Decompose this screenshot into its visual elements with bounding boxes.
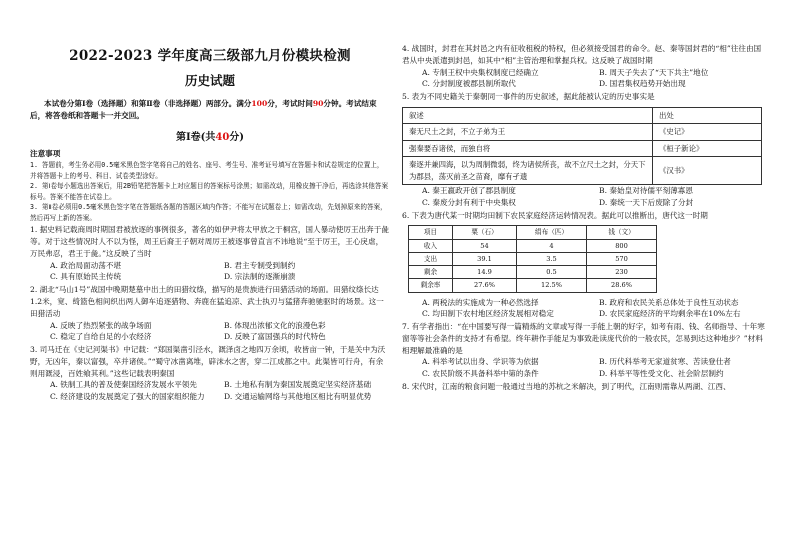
table-cell: 《汉书》 bbox=[653, 157, 762, 185]
left-column bbox=[30, 0, 390, 403]
table-cell: 39.1 bbox=[453, 252, 517, 265]
question-2 bbox=[30, 284, 390, 343]
option-a: A. 政治局面动荡不堪 bbox=[50, 260, 122, 270]
option-a: A. 专制王权中央集权制度已经确立 bbox=[422, 67, 539, 77]
question-options bbox=[30, 379, 390, 403]
table-cell: 收入 bbox=[409, 239, 453, 252]
question-options bbox=[402, 185, 768, 209]
table-cell: 《史记》 bbox=[653, 124, 762, 140]
option-d: D. 反映了富国强兵的时代特色 bbox=[224, 332, 326, 342]
note-item: 3. 第Ⅱ卷必须用0.5毫米黑色签字笔在答题纸各题的答题区域内作答；不能写在试题卷上；如需改动，先划掉原来的答案，然后再写上新的答案。 bbox=[30, 203, 387, 222]
table-cell: 秦无尺土之封，不立子弟为王 bbox=[403, 124, 653, 140]
question-stem: 4. 战国时，封君在其封邑之内有征收租税的特权，但必须接受国君的命令。赵、秦等国封君的“相”往往由国君从中央派遣到封邑，如其中“相”主管治理和掌握兵权。这反映了战国时期 bbox=[402, 44, 762, 65]
table-cell: 剩余 bbox=[409, 266, 453, 279]
option-a: A. 反映了热烈紧张的战争场面 bbox=[50, 320, 152, 330]
table-cell: 0.5 bbox=[517, 266, 587, 279]
table-cell: 230 bbox=[587, 266, 657, 279]
exam-time: 90 bbox=[312, 99, 324, 109]
table-header-cell: 项目 bbox=[409, 226, 453, 239]
option-c: C. 分封制度被郡县制所取代 bbox=[422, 79, 516, 89]
table-row bbox=[409, 279, 657, 292]
table-row bbox=[409, 266, 657, 279]
question-options bbox=[402, 297, 768, 321]
option-b: B. 君主专制受到制约 bbox=[224, 260, 296, 270]
table-cell: 570 bbox=[587, 252, 657, 265]
option-d: D. 农民家庭经济的平均剩余率在10%左右 bbox=[599, 309, 741, 319]
option-b: B. 土地私有制为秦国发展奠定坚实经济基础 bbox=[224, 380, 372, 390]
option-b: B. 历代科举考无家道贫寒、苦读登仕者 bbox=[599, 357, 731, 367]
table-cell: 3.5 bbox=[517, 252, 587, 265]
right-column bbox=[402, 42, 768, 393]
question-7 bbox=[402, 321, 768, 380]
table-row bbox=[409, 252, 657, 265]
option-a: A. 两税法的实施成为一种必然选择 bbox=[422, 297, 539, 307]
full-score: 100 bbox=[251, 99, 268, 109]
option-a: A. 科举考试以出身、学识等为依据 bbox=[422, 357, 539, 367]
table-cell: 800 bbox=[587, 239, 657, 252]
note-item: 2. 第Ⅰ卷每小题选出答案后，用2B铅笔把答题卡上对应题目的答案标号涂黑；如需改动，用橡皮擦干净后，再选涂其他答案标号。答案不能答在试卷上。 bbox=[30, 182, 389, 201]
question-8 bbox=[402, 381, 768, 393]
question-stem: 6. 下表为唐代某一时期均田制下农民家庭经济运转情况表。据此可以推断出，唐代这一时期 bbox=[402, 210, 708, 220]
option-c: C. 农民阶级不具备科举中第的条件 bbox=[422, 369, 539, 379]
table-cell: 14.9 bbox=[453, 266, 517, 279]
option-d: D. 交通运输网络与其他地区相比有明显优势 bbox=[224, 392, 372, 402]
table-cell: 强秦要吞诸侯，而独自将 bbox=[403, 140, 653, 156]
question-options bbox=[30, 260, 390, 284]
question-stem: 3. 司马迁在《史记河渠书》中记载：“郑国渠凿引泾水，溉泽卤之地四万余顷，收皆亩一钟，于是关中为沃野，无凶年，秦以富强，卒并诸侯。”“蜀守冰凿离堆，辟沫水之害，穿二江成都之中。此渠皆可行舟，有余则用溉浸，百姓飨其利。”这些记载表明秦国 bbox=[30, 345, 386, 378]
option-c: C. 经济建设的发展奠定了强大的国家组织能力 bbox=[50, 392, 205, 402]
table-cell: 支出 bbox=[409, 252, 453, 265]
table-cell: 28.6% bbox=[587, 279, 657, 292]
table-cell: 27.6% bbox=[453, 279, 517, 292]
table-cell: 剩余率 bbox=[409, 279, 453, 292]
question-5 bbox=[402, 91, 768, 209]
option-c: C. 稳定了自给自足的小农经济 bbox=[50, 332, 152, 342]
table-header-cell: 出处 bbox=[653, 107, 762, 123]
question-stem: 7. 有学者指出：“在中国要写得一篇精炼的文章或写得一手能上朝的好字，如考有雨、钱、名师指导、十年寒窗等等社会条件的支持才有希望。终年耕作手能足为事致赴读庞代价的一般农民，怎易到达这种地步？”材料相理解最准确的是 bbox=[402, 322, 765, 355]
table-header-cell: 叙述 bbox=[403, 107, 653, 123]
table-cell: 4 bbox=[517, 239, 587, 252]
table-header-cell: 钱（文） bbox=[587, 226, 657, 239]
exam-intro: 本试卷分第Ⅰ卷（选择题）和第Ⅱ卷（非选择题）两部分。满分100分，考试时间90分钟。考试结束后，将答卷纸和答题卡一并交回。 bbox=[30, 99, 377, 121]
table-cell: 12.5% bbox=[517, 279, 587, 292]
question-options bbox=[30, 320, 390, 344]
table-cell: 秦逐并兼四海，以为周制微弱，终为诸侯所丧，故不立尺土之封，分天下为郡县，荡灭前圣之苗裔，靡有孑遗 bbox=[403, 157, 653, 185]
question-stem: 2. 湖北“马山1号”战国中晚期楚墓中出土的田猎纹绦，描写的是贵族进行田猎活动的场面。田猎纹绦长达1.2米，宽、绮篮色相间织出两人御车追逐猎物、奔鹿在猛追凉、武士执刃与猛猪奔驰驰驱时的场景。这一田猎活动 bbox=[30, 285, 384, 318]
section-score: 40 bbox=[215, 131, 230, 143]
question-stem: 1. 据史料记载商周时期国君被放逐的事例很多，著名的如伊尹将太甲放之于桐宫，国人暴动使厉王出奔于彘等。对于这些情况时人不以为怪，周王后裔王子朝对周厉王被逐事曾直言不讳地说“至于厉王，王心戾虐，万民弗忍，君王于彘。”这反映了当时 bbox=[30, 225, 389, 258]
option-b: B. 周天子失去了“天下共主”地位 bbox=[599, 67, 709, 77]
question-options bbox=[402, 67, 768, 91]
option-a: A. 铁制工具的普及使秦国经济发展水平领先 bbox=[50, 380, 197, 390]
option-b: B. 体现出浓郁文化的浪漫色彩 bbox=[224, 320, 326, 330]
option-d: D. 国君集权趋势开始出现 bbox=[599, 79, 686, 89]
option-d: D. 宗法制的逐渐崩溃 bbox=[224, 272, 296, 282]
question-stem: 5. 表为不同史籍关于秦朝同一事件的历史叙述，据此能被认定的历史事实是 bbox=[402, 92, 655, 102]
question-1 bbox=[30, 224, 390, 283]
source-table bbox=[402, 107, 762, 185]
exam-title: 2022-2023 学年度高三级部九月份模块检测 bbox=[69, 48, 351, 64]
table-row bbox=[403, 157, 762, 185]
option-d: D. 秦统一天下后废除了分封 bbox=[599, 197, 694, 207]
option-c: C. 均田制下农村地区经济发展相对稳定 bbox=[422, 309, 554, 319]
table-header-row bbox=[409, 226, 657, 239]
table-header-cell: 粟（石） bbox=[453, 226, 517, 239]
table-row bbox=[403, 124, 762, 140]
exam-subject: 历史试题 bbox=[184, 72, 235, 88]
economy-table bbox=[408, 225, 657, 292]
table-header-row bbox=[403, 107, 762, 123]
table-row bbox=[403, 140, 762, 156]
table-cell: 《桓子新论》 bbox=[653, 140, 762, 156]
table-row bbox=[409, 239, 657, 252]
option-b: B. 秦始皇对待儒平刻薄寡恩 bbox=[599, 186, 693, 196]
note-item: 1. 答题前，考生务必用0.5毫米黑色签字笔将自己的姓名、座号、考生号、准考证号填写在答题卡和试卷规定的位置上，并将答题卡上的考号、科目、试卷类型涂好。 bbox=[30, 161, 384, 180]
notes-heading: 注意事项 bbox=[30, 149, 61, 159]
option-c: C. 具有原始民主传统 bbox=[50, 272, 122, 282]
question-stem: 8. 宋代时，江南的粮食问题一般通过当地的苏杭之米解决，到了明代，江南则需靠从两湖、江西、 bbox=[402, 381, 731, 391]
option-b: B. 政府和农民关系总体处于良性互动状态 bbox=[599, 297, 739, 307]
option-c: C. 秦废分封有利于中央集权 bbox=[422, 197, 516, 207]
table-cell: 54 bbox=[453, 239, 517, 252]
table-header-cell: 绢布（匹） bbox=[517, 226, 587, 239]
section-title: 第Ⅰ卷(共40分) bbox=[175, 131, 245, 143]
question-3 bbox=[30, 344, 390, 403]
question-6 bbox=[402, 210, 768, 320]
question-4 bbox=[402, 43, 768, 90]
option-a: A. 秦王嬴政开创了郡县制度 bbox=[422, 186, 516, 196]
question-options bbox=[402, 356, 768, 380]
option-d: D. 科举平等性受文化、社会阶层制约 bbox=[599, 369, 724, 379]
